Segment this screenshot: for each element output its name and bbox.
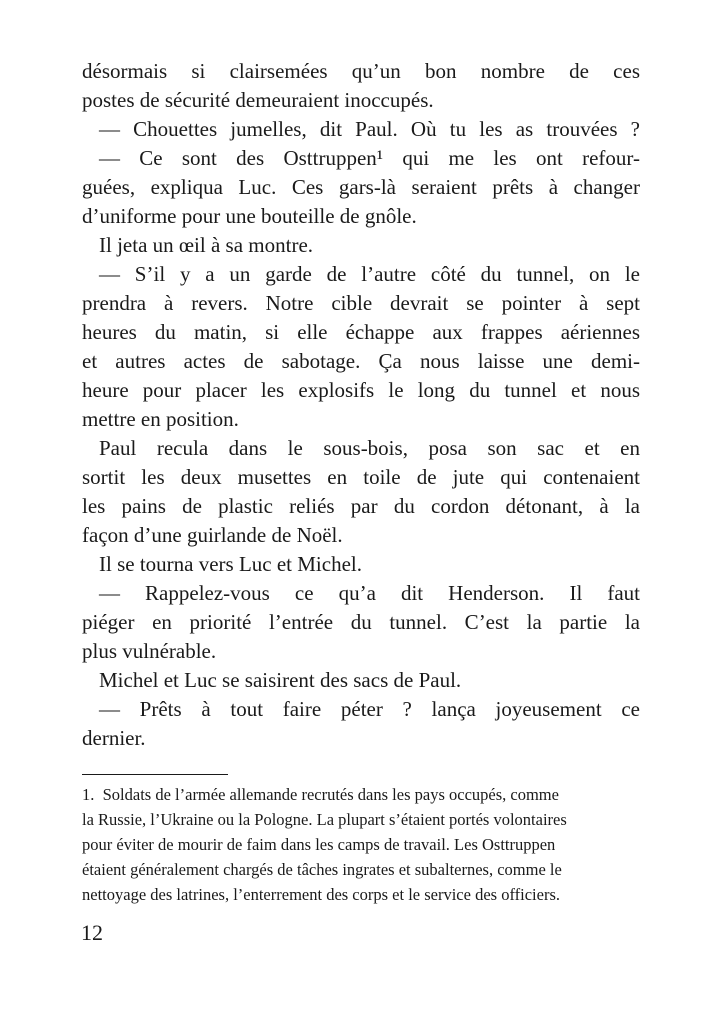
text-line: heures du matin, si elle échappe aux frappes aériennes (82, 320, 640, 344)
text-line: postes de sécurité demeuraient inoccupés. (82, 88, 434, 112)
text-line: — Rappelez-vous ce qu’a dit Henderson. Il faut (99, 581, 640, 605)
text-line: — Prêts à tout faire péter ? lança joyeusement ce (99, 697, 640, 721)
text-line: plus vulnérable. (82, 639, 217, 663)
text-line: Il jeta un œil à sa montre. (99, 233, 314, 257)
text-line: guées, expliqua Luc. Ces gars-là seraient prêts à changer (82, 175, 640, 199)
text-line: étaient généralement chargés de tâches ingrates et subalternes, comme le (82, 860, 562, 879)
text-line: et autres actes de sabotage. Ça nous laisse une demi- (82, 349, 640, 373)
text-line: désormais si clairsemées qu’un bon nombre de ces (82, 59, 640, 83)
text-line: pour éviter de mourir de faim dans les camps de travail. Les Osttruppen (82, 835, 556, 854)
text-line: heure pour placer les explosifs le long du tunnel et nous (82, 378, 640, 402)
text-line: piéger en priorité l’entrée du tunnel. C’est la partie la (82, 610, 640, 634)
footnote (82, 782, 640, 907)
text-line: nettoyage des latrines, l’enterrement des corps et le service des officiers. (82, 885, 561, 904)
text-line: dernier. (82, 726, 146, 750)
text-line: prendra à revers. Notre cible devrait se pointer à sept (82, 291, 640, 315)
text-line: — S’il y a un garde de l’autre côté du tunnel, on le (99, 262, 640, 286)
text-line: d’uniforme pour une bouteille de gnôle. (82, 204, 417, 228)
text-line: 1. Soldats de l’armée allemande recrutés dans les pays occupés, comme (82, 785, 559, 804)
text-line: les pains de plastic reliés par du cordon détonant, à la (82, 494, 640, 518)
text-line: Michel et Luc se saisirent des sacs de Paul. (99, 668, 462, 692)
text-line: Paul recula dans le sous-bois, posa son sac et en (99, 436, 640, 460)
body-text (82, 57, 640, 753)
footnote-separator (82, 774, 228, 775)
text-line: façon d’une guirlande de Noël. (82, 523, 343, 547)
text-line: — Chouettes jumelles, dit Paul. Où tu les as trouvées ? (99, 117, 640, 141)
text-line: la Russie, l’Ukraine ou la Pologne. La plupart s’étaient portés volontaires (82, 810, 567, 829)
text-line: sortit les deux musettes en toile de jute qui contenaient (82, 465, 640, 489)
text-line: — Ce sont des Osttruppen¹ qui me les ont refour- (99, 146, 640, 170)
page-number: 12 (81, 920, 103, 945)
text-line: mettre en position. (82, 407, 239, 431)
text-line: Il se tourna vers Luc et Michel. (99, 552, 362, 576)
